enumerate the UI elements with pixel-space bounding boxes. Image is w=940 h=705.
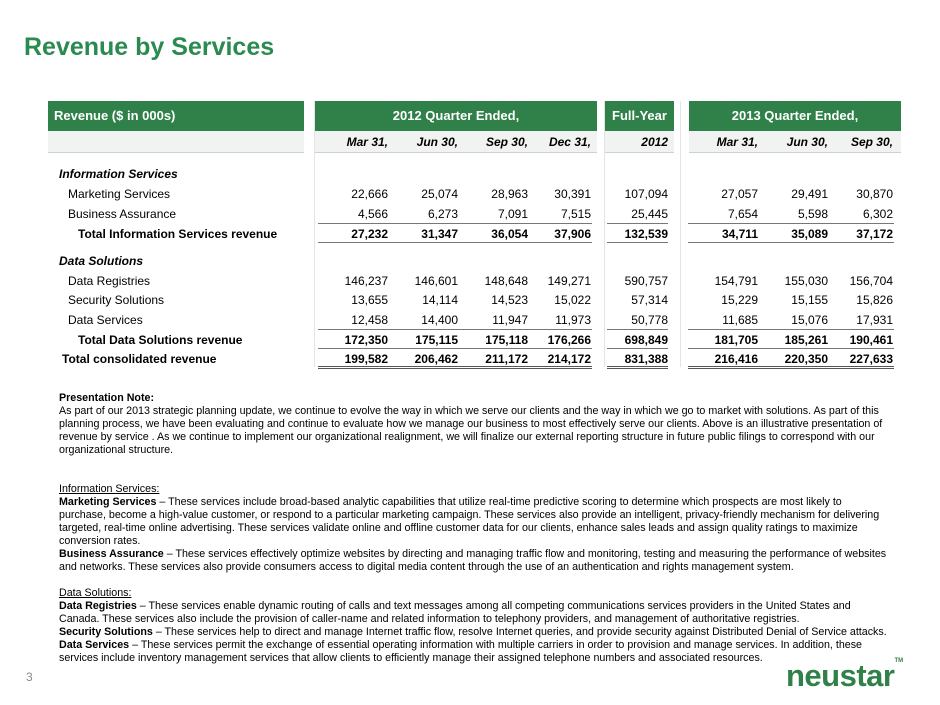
logo-text: neustar [786, 658, 895, 693]
note-business-assurance [59, 548, 889, 574]
table-cell: 30,870 [856, 187, 893, 201]
table-cell: 831,388 [624, 352, 668, 366]
table-cell: 107,094 [624, 187, 668, 201]
total-rule [318, 242, 592, 243]
full-year-header [605, 101, 674, 131]
table-cell: 132,539 [624, 227, 668, 241]
column-header-band [48, 131, 304, 153]
table-cell: 15,826 [856, 293, 893, 307]
total-rule [607, 242, 668, 243]
note-data-services [59, 639, 889, 665]
table-cell: 206,462 [414, 352, 458, 366]
table-cell: 36,054 [491, 227, 528, 241]
table-cell: 37,906 [554, 227, 591, 241]
table-cell: 27,232 [351, 227, 388, 241]
table-cell: 13,655 [351, 293, 388, 307]
table-cell: 216,416 [714, 352, 758, 366]
table-cell: 211,172 [485, 352, 528, 366]
table-cell: 6,273 [427, 207, 458, 221]
col-header-mar-2013: Mar 31, [716, 135, 758, 149]
table-cell: 199,582 [344, 352, 388, 366]
revenue-header [48, 101, 304, 131]
section-data-solutions: Data Solutions [59, 254, 144, 268]
table-cell: 214,172 [547, 352, 591, 366]
note-text: – These services help to direct and manage Internet traffic flow, resolve Internet queries, and provide security against Distributed Denial of Service attacks. [152, 626, 887, 638]
table-cell: 181,705 [714, 333, 758, 347]
total-rule [688, 242, 894, 243]
section-information-services: Information Services [59, 167, 178, 181]
table-cell: 175,115 [415, 333, 458, 347]
note-text: – These services enable dynamic routing of calls and text messages among all competing communications services providers in the United States and Canada. These services also include the provision of caller-name and related information to telephony providers, and management of authoritative registries. [59, 600, 851, 625]
table-cell: 172,350 [344, 333, 388, 347]
page-number: 3 [26, 670, 33, 684]
presentation-notes [59, 392, 889, 665]
table-cell: 146,601 [414, 274, 458, 288]
row-label-total-consolidated: Total consolidated revenue [62, 352, 217, 366]
note-term: Data Services [59, 639, 130, 651]
col-header-dec-2012: Dec 31, [548, 135, 591, 149]
table-cell: 29,491 [791, 187, 828, 201]
quarter-2012-header [315, 101, 597, 131]
col-header-mar-2012: Mar 31, [346, 135, 388, 149]
logo-trademark: TM [894, 658, 904, 664]
full-year-label: Full-Year [612, 108, 667, 123]
table-cell: 155,030 [784, 274, 828, 288]
table-cell: 50,778 [631, 313, 668, 327]
note-marketing-services [59, 496, 889, 548]
table-cell: 146,237 [344, 274, 388, 288]
revenue-header-label: Revenue ($ in 000s) [54, 108, 176, 123]
subtotal-rule [318, 223, 592, 224]
row-label-data-registries: Data Registries [68, 274, 151, 288]
table-cell: 149,271 [547, 274, 591, 288]
table-cell: 31,347 [421, 227, 458, 241]
table-cell: 11,947 [492, 313, 528, 327]
total-rule [607, 348, 668, 349]
note-term: Data Registries [59, 600, 137, 612]
grand-total-double-rule [607, 366, 668, 369]
table-cell: 35,089 [791, 227, 828, 241]
table-cell: 6,302 [862, 207, 893, 221]
neustar-logo [786, 658, 903, 694]
table-cell: 7,654 [727, 207, 758, 221]
table-cell: 220,350 [784, 352, 828, 366]
col-header-sep-2013: Sep 30, [850, 135, 893, 149]
table-cell: 185,261 [784, 333, 828, 347]
subtotal-rule [688, 223, 894, 224]
note-text: – These services permit the exchange of essential operating information with multiple carriers in order to provision and manage services. In addition, these services include inventory management services that allow clients to efficiently manage their assigned telephone numbers and associated resources. [59, 639, 862, 664]
table-cell: 15,022 [554, 293, 591, 307]
table-cell: 14,523 [491, 293, 528, 307]
note-term: Security Solutions [59, 626, 153, 638]
table-cell: 7,091 [497, 207, 528, 221]
table-cell: 15,155 [791, 293, 828, 307]
table-cell: 7,515 [560, 207, 591, 221]
table-cell: 14,400 [421, 313, 458, 327]
table-cell: 175,118 [485, 333, 528, 347]
quarter-2013-header [689, 101, 901, 131]
row-label-data-services: Data Services [68, 313, 143, 327]
row-label-security-solutions: Security Solutions [68, 293, 165, 307]
quarter-2013-label: 2013 Quarter Ended, [731, 108, 859, 123]
table-cell: 698,849 [624, 333, 668, 347]
col-header-sep-2012: Sep 30, [485, 135, 528, 149]
table-cell: 11,973 [555, 313, 591, 327]
table-cell: 34,711 [721, 227, 758, 241]
subtotal-rule [607, 329, 668, 330]
note-term: Marketing Services [59, 496, 157, 508]
note-text: – These services include broad-based analytic capabilities that utilize real-time predictive scoring to determine which prospects are most likely to purchase, become a high-value customer, or respond to a particular marketing campaign. These services also provide an intelligent, privacy-friendly mechanism for delivering targeted, real-time online advertising. These services validate online and offline customer data for our clients, enhance sales leads and assign quality ratings to maximize conversion rates. [59, 496, 880, 547]
table-cell: 37,172 [856, 227, 893, 241]
quarter-2012-label: 2012 Quarter Ended, [392, 108, 520, 123]
page-title: Revenue by Services [24, 33, 275, 61]
table-cell: 590,757 [624, 274, 668, 288]
table-cell: 156,704 [849, 274, 893, 288]
notes-heading: Presentation Note: [59, 392, 155, 404]
table-cell: 14,114 [422, 293, 458, 307]
note-data-registries [59, 600, 889, 626]
table-cell: 176,266 [547, 333, 591, 347]
row-label-total-information-services: Total Information Services revenue [78, 227, 278, 241]
notes-intro: As part of our 2013 strategic planning update, we continue to evolve the way in which we serve our clients and the way in which we go to market with solutions. As part of this planning process, we have been evaluating and continue to evaluate how we manage our business to most effectively serve our clients. Above is an illustrative presentation of revenue by service . As we continue to implement our organizational realignment, we will finalize our external reporting structure in future public filings to correspond with our organizational structure. [59, 405, 883, 456]
grand-total-double-rule [318, 366, 592, 369]
table-cell: 227,633 [849, 352, 893, 366]
total-rule [688, 348, 894, 349]
table-cell: 25,074 [421, 187, 458, 201]
note-text: – These services effectively optimize websites by directing and managing traffic flow and monitoring, testing and measuring the performance of websites and networks. These services also provide consumers access to digital media content through the use of an authentication and rights management system. [59, 548, 887, 573]
table-cell: 4,566 [357, 207, 388, 221]
col-header-jun-2013: Jun 30, [786, 135, 828, 149]
table-cell: 11,685 [722, 313, 758, 327]
table-cell: 154,791 [714, 274, 758, 288]
table-cell: 190,461 [849, 333, 893, 347]
col-header-jun-2012: Jun 30, [416, 135, 458, 149]
notes-data-heading: Data Solutions: [59, 587, 132, 599]
table-cell: 5,598 [797, 207, 828, 221]
table-cell: 25,445 [631, 207, 668, 221]
row-label-total-data-solutions: Total Data Solutions revenue [78, 333, 243, 347]
note-security-solutions [59, 626, 889, 639]
table-cell: 28,963 [491, 187, 528, 201]
col-header-full-year-2012: 2012 [641, 135, 668, 149]
total-rule [318, 348, 592, 349]
table-cell: 22,666 [351, 187, 388, 201]
table-cell: 57,314 [631, 293, 668, 307]
table-cell: 27,057 [721, 187, 758, 201]
row-label-marketing-services: Marketing Services [68, 187, 171, 201]
table-cell: 30,391 [554, 187, 591, 201]
subtotal-rule [318, 329, 592, 330]
subtotal-rule [688, 329, 894, 330]
note-term: Business Assurance [59, 548, 164, 560]
row-label-business-assurance: Business Assurance [68, 207, 177, 221]
table-cell: 15,076 [791, 313, 828, 327]
table-cell: 148,648 [484, 274, 528, 288]
grand-total-double-rule [688, 366, 894, 369]
table-cell: 15,229 [721, 293, 758, 307]
table-cell: 12,458 [351, 313, 388, 327]
notes-info-heading: Information Services: [59, 483, 160, 495]
table-cell: 17,931 [856, 313, 893, 327]
subtotal-rule [607, 223, 668, 224]
